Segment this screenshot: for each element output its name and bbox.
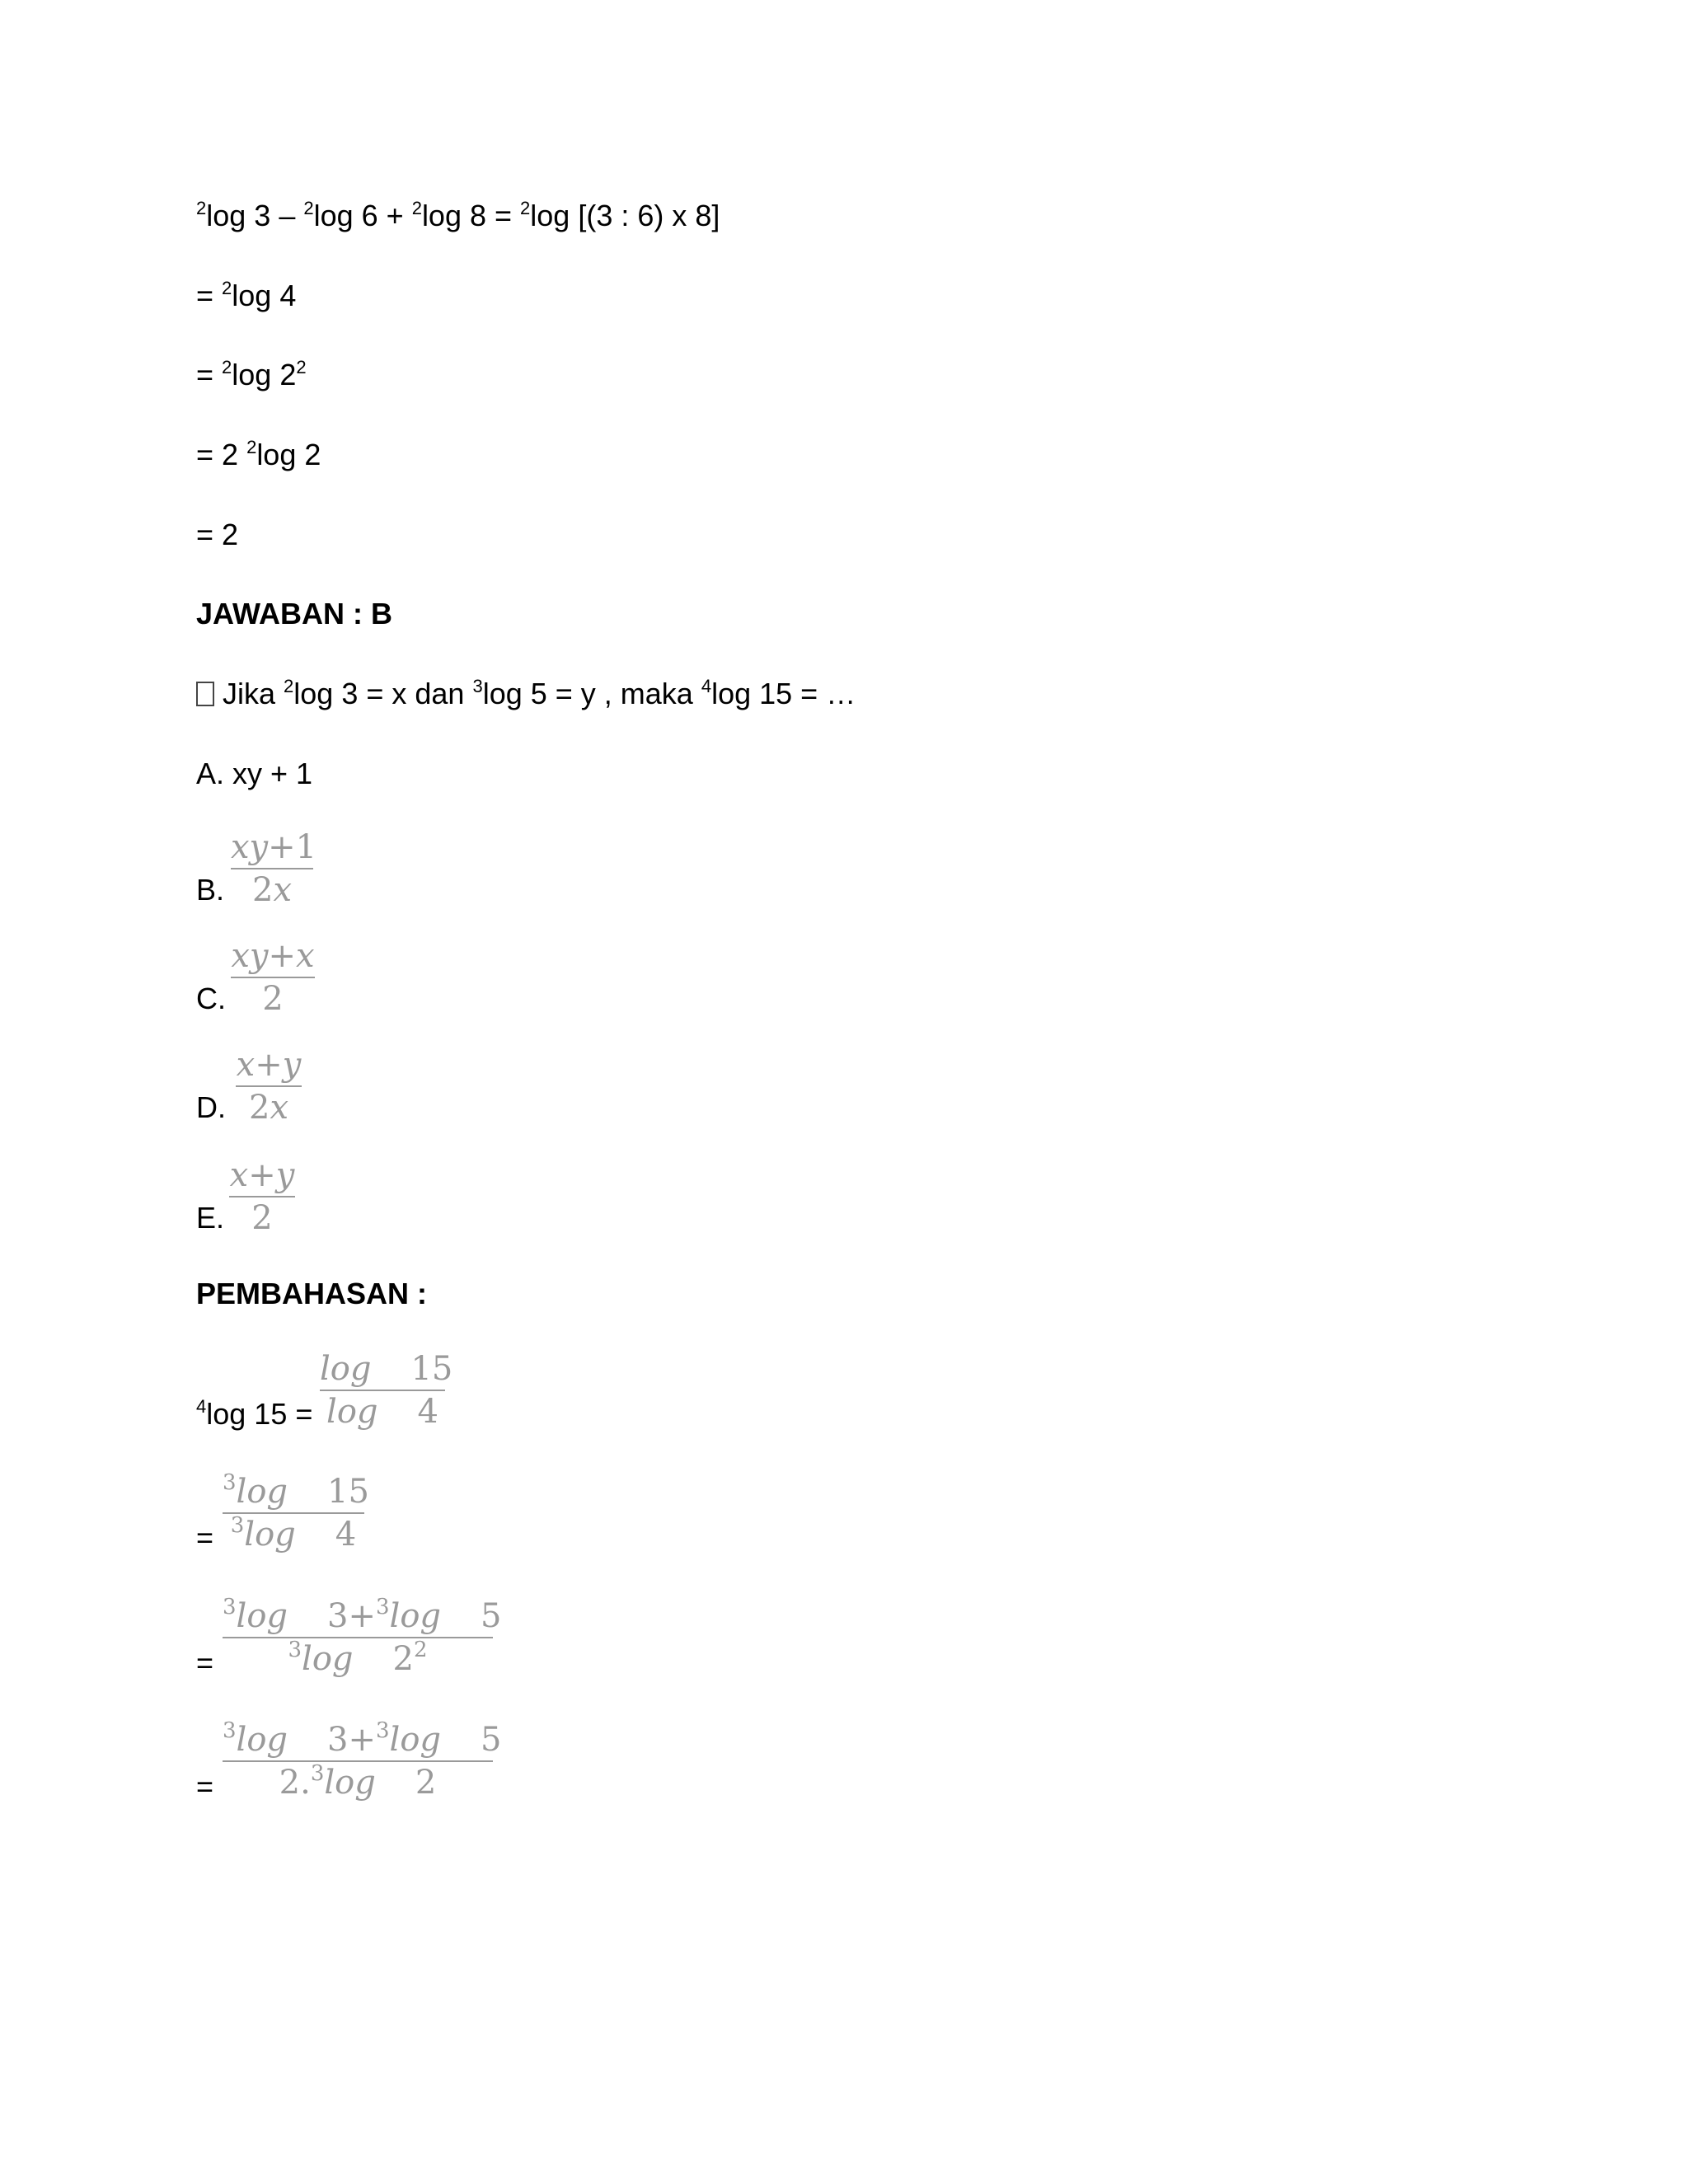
option-b-fraction <box>231 828 317 909</box>
option-c-fraction <box>231 937 315 1018</box>
solution-step-1-label: $^4$log 15 = <box>196 1396 313 1431</box>
option-e-label: E. <box>196 1201 225 1235</box>
denominator: $^3$log 4 <box>230 1513 357 1554</box>
missing-glyph-icon <box>196 682 214 706</box>
equation-line-5: = 2 <box>196 518 239 551</box>
solution-step-4-label: = <box>196 1769 214 1803</box>
equation-line-4: = 2 $^2$log 2 <box>196 437 321 471</box>
solution-step-3-fraction <box>223 1595 502 1678</box>
fraction-bar <box>236 1085 302 1087</box>
fraction-bar <box>223 1637 493 1638</box>
fraction-bar <box>229 1196 295 1197</box>
question-text: Jika $^2$log 3 = x dan $^3$log 5 = y , maka $^4$log 15 = … <box>196 676 856 712</box>
numerator: $^3$log 3+$^3$log 5 <box>223 1718 502 1759</box>
numerator: log 15 <box>320 1350 453 1388</box>
option-c-label: C. <box>196 982 226 1015</box>
section-heading: PEMBAHASAN : <box>196 1277 428 1310</box>
solution-step-2-fraction <box>223 1470 369 1554</box>
option-d-label: D. <box>196 1090 226 1124</box>
numerator: $^3$log 15 <box>223 1470 369 1511</box>
fraction-bar <box>320 1390 445 1391</box>
option-d-numerator: x+y <box>236 1046 302 1084</box>
equation-line-1: $^2$log 3 – $^2$log 6 + $^2$log 8 = $^2$log [(3 : 6) x 8] <box>196 198 720 232</box>
solution-step-2-label: = <box>196 1521 214 1554</box>
option-b-label: B. <box>196 873 225 907</box>
denominator: $^3$log $2^2$ <box>288 1638 428 1678</box>
option-a: A. xy + 1 <box>196 757 313 790</box>
fraction-bar <box>231 977 315 978</box>
denominator: log 4 <box>326 1393 438 1431</box>
option-d-fraction <box>236 1046 302 1127</box>
equation-line-3: = $^2$log $2^2$ <box>196 357 307 391</box>
option-c-numerator: xy+x <box>231 937 315 975</box>
denominator: 2.$^3$log 2 <box>279 1761 437 1802</box>
fraction-bar <box>223 1760 493 1762</box>
answer-label: JAWABAN : B <box>196 597 393 630</box>
option-b-denominator: 2x <box>251 871 292 909</box>
equation-line-2: = $^2$log 4 <box>196 278 297 312</box>
option-e-denominator: 2 <box>251 1199 273 1237</box>
solution-step-3-label: = <box>196 1646 214 1680</box>
solution-step-1-fraction <box>320 1350 453 1431</box>
option-d-denominator: 2x <box>248 1089 288 1127</box>
fraction-bar <box>231 868 313 869</box>
option-b-numerator: xy+1 <box>231 828 317 866</box>
option-c-denominator: 2 <box>262 980 284 1018</box>
option-e-fraction <box>229 1156 295 1237</box>
option-e-numerator: x+y <box>229 1156 295 1194</box>
solution-step-4-fraction <box>223 1718 502 1802</box>
numerator: $^3$log 3+$^3$log 5 <box>223 1595 502 1635</box>
